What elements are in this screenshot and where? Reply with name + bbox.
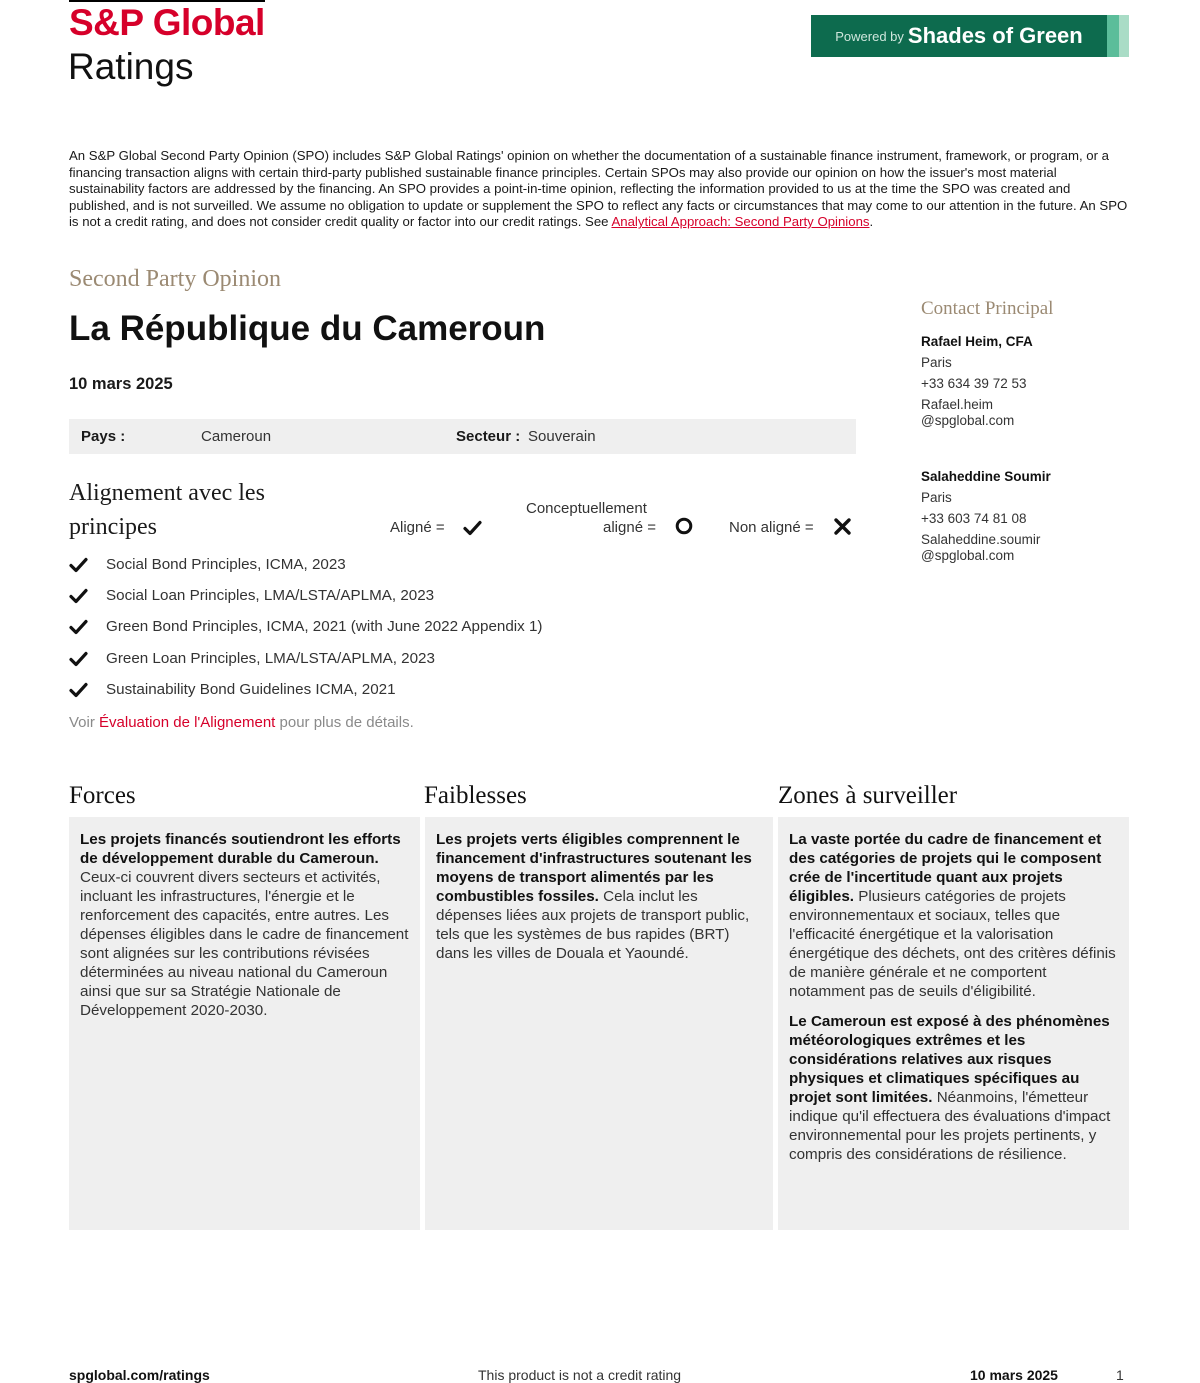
alignment-title-line2: principes <box>69 514 157 540</box>
disclaimer <box>69 148 1131 231</box>
contact-email-line1[interactable]: Rafael.heim <box>921 397 994 412</box>
list-item <box>69 556 346 573</box>
disclaimer-text: An S&P Global Second Party Opinion (SPO) includes S&P Global Ratings' opinion on whether the documentation of a sustainable finance instrument, framework, or program, or a financing transaction aligns with certain third-party published sustainable finance principles. Certain SPOs may also provide our opinion on how the issuer's most material sustainability factors are addressed by the financing. An SPO provides a point-in-time opinion, reflecting the information provided to us at the time the SPO was created and published, and is not surveilled. We assume no obligation to update or supplement the SPO to reflect any facts or circumstances that may come to our attention in the future. An SPO is not a credit rating, and does not consider credit quality or factor into our credit ratings. See <box>69 148 1128 230</box>
contact-city: Paris <box>921 490 952 505</box>
zones-box <box>778 817 1129 1230</box>
zones-text-2: Néanmoins, l'émetteur indique qu'il effectuera des évaluations d'impact environnemental pour les projets pertinents, y compris des considérations de résilience. <box>789 1089 1111 1163</box>
zones-heading: Zones à surveiller <box>778 782 958 809</box>
country-label: Pays : <box>81 428 126 445</box>
principle-label: Social Bond Principles, ICMA, 2023 <box>106 556 346 573</box>
contact-card <box>921 334 1033 429</box>
forces-bold: Les projets financés soutiendront les efforts de développement durable du Cameroun. <box>80 831 401 867</box>
zones-bold-2: Le Cameroun est exposé à des phénomènes météorologiques extrêmes et les considérations relatives aux risques physiques et climatiques spécifiques au projet sont limitées. <box>789 1013 1110 1106</box>
note-suffix: pour plus de détails. <box>279 714 414 731</box>
check-icon <box>69 651 88 667</box>
badge-stripe <box>1107 15 1119 57</box>
cross-icon <box>833 517 852 536</box>
contact-city: Paris <box>921 355 952 370</box>
list-item <box>69 681 396 698</box>
list-item <box>69 587 434 604</box>
legend-conceptual-line1: Conceptuellement <box>526 500 647 517</box>
check-icon <box>69 619 88 635</box>
document-date: 10 mars 2025 <box>69 375 173 393</box>
list-item <box>69 650 435 667</box>
contact-email-line2[interactable]: @spglobal.com <box>921 548 1015 563</box>
contact-phone[interactable]: +33 634 39 72 53 <box>921 376 1027 391</box>
badge-name: Shades of Green <box>907 23 1083 48</box>
footer-date: 10 mars 2025 <box>970 1367 1058 1383</box>
alignment-note <box>69 714 414 731</box>
document-type-label: Second Party Opinion <box>69 266 281 292</box>
check-icon <box>463 520 482 536</box>
legend-aligned: Aligné = <box>390 519 445 536</box>
analytical-approach-link[interactable]: Analytical Approach: Second Party Opinions <box>611 214 870 230</box>
forces-text: Ceux-ci couvrent divers secteurs et activités, incluant les infrastructures, l'énergie et le renforcement des capacités, entre autres. Les dépenses éligibles dans le cadre de financement sont alignées sur les contributions révisées déterminées au niveau national du Cameroun ainsi que sur sa Stratégie Nationale de Développement 2020-2030. <box>80 869 409 1019</box>
contact-heading: Contact Principal <box>921 298 1054 319</box>
principle-label: Sustainability Bond Guidelines ICMA, 2021 <box>106 681 396 698</box>
list-item <box>69 618 542 635</box>
sector-label: Secteur : <box>456 428 521 445</box>
page-title: La République du Cameroun <box>69 309 546 348</box>
shades-of-green-badge <box>811 15 1129 57</box>
contact-name: Rafael Heim, CFA <box>921 334 1033 349</box>
contact-email-line1[interactable]: Salaheddine.soumir <box>921 532 1041 547</box>
disclaimer-end: . <box>869 214 874 230</box>
faiblesses-box <box>425 817 773 1230</box>
alignment-title <box>69 476 265 544</box>
contact-name: Salaheddine Soumir <box>921 469 1051 484</box>
forces-heading: Forces <box>69 782 136 809</box>
legend-not-aligned: Non aligné = <box>729 519 814 536</box>
faiblesses-bold: Les projets verts éligibles comprennent le financement d'infrastructures soutenant les moyens de transport alimentés par les combustibles fossiles. <box>436 831 752 905</box>
footer-notice: This product is not a credit rating <box>478 1367 682 1383</box>
forces-box <box>69 817 420 1230</box>
circle-icon <box>675 517 693 535</box>
principle-label: Social Loan Principles, LMA/LSTA/APLMA, 2023 <box>106 587 435 604</box>
footer-site-link[interactable]: spglobal.com/ratings <box>69 1367 210 1383</box>
check-icon <box>69 588 88 604</box>
alignment-title-line1: Alignement avec les <box>69 480 265 506</box>
info-bar <box>69 419 856 454</box>
faiblesses-heading: Faiblesses <box>424 782 527 809</box>
country-value: Cameroun <box>201 428 272 445</box>
check-icon <box>69 682 88 698</box>
principle-label: Green Bond Principles, ICMA, 2021 (with June 2022 Appendix 1) <box>106 618 543 635</box>
zones-bold-1: La vaste portée du cadre de financement et des catégories de projets qui le composent crée de l'incertitude quant aux projets éligibles. <box>789 831 1102 905</box>
logo-sp-global: S&P Global <box>69 2 265 43</box>
check-icon <box>69 557 88 573</box>
sector-value: Souverain <box>528 428 596 445</box>
faiblesses-text: Cela inclut les dépenses liées aux projets de transport public, tels que les systèmes de bus rapides (BRT) dans les villes de Douala et Yaoundé. <box>436 888 750 962</box>
principle-label: Green Loan Principles, LMA/LSTA/APLMA, 2023 <box>106 650 435 667</box>
contact-card <box>921 469 1051 564</box>
logo-ratings: Ratings <box>68 46 194 87</box>
page-number: 1 <box>1116 1367 1124 1383</box>
note-prefix: Voir <box>69 714 95 731</box>
alignment-evaluation-link[interactable]: Évaluation de l'Alignement <box>99 714 276 731</box>
badge-powered-by: Powered by <box>835 28 904 44</box>
badge-stripe <box>1119 15 1129 57</box>
zones-text-1: Plusieurs catégories de projets environnementaux et sociaux, telles que l'efficacité énergétique et la valorisation énergétique des déchets, ont des critères définis de manière générale et ne comportent notamment pas de seuils d'éligibilité. <box>789 888 1116 1000</box>
contact-email-line2[interactable]: @spglobal.com <box>921 413 1015 428</box>
legend-conceptual-line2: aligné = <box>603 519 656 536</box>
contact-phone[interactable]: +33 603 74 81 08 <box>921 511 1027 526</box>
